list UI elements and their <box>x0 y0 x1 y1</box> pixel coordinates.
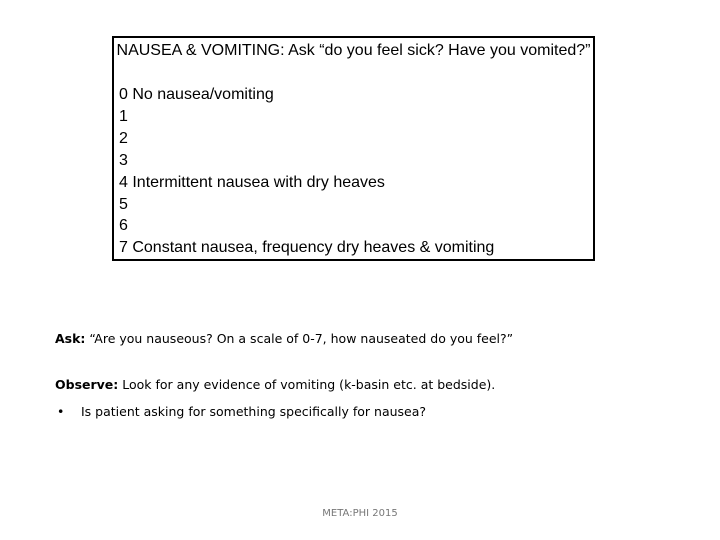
scale-item-5: 5 <box>119 195 128 213</box>
observe-label: Observe: <box>55 377 119 392</box>
ask-label: Ask: <box>55 331 86 346</box>
scale-item-2: 2 <box>119 129 128 147</box>
bullet-text: Is patient asking for something specifically for nausea? <box>81 404 427 419</box>
ask-instruction <box>55 331 513 347</box>
scale-item-4: 4 Intermittent nausea with dry heaves <box>119 173 385 191</box>
scale-item-3: 3 <box>119 151 128 169</box>
scale-title: NAUSEA & VOMITING: Ask “do you feel sick? Have you vomited?” <box>116 42 591 59</box>
nausea-vomiting-scale-box <box>112 36 595 261</box>
scale-item-7: 7 Constant nausea, frequency dry heaves & vomiting <box>119 239 495 257</box>
scale-item-0: 0 No nausea/vomiting <box>119 86 274 103</box>
bullet-item <box>57 404 426 420</box>
footer-credit: META:PHI 2015 <box>322 508 398 519</box>
bullet-icon: • <box>57 404 65 419</box>
scale-list <box>119 84 494 259</box>
scale-item-6: 6 <box>119 217 128 235</box>
observe-text: Look for any evidence of vomiting (k-basin etc. at bedside). <box>118 377 496 392</box>
ask-text: “Are you nauseous? On a scale of 0-7, how nauseated do you feel?” <box>85 331 514 346</box>
scale-item-1: 1 <box>119 107 128 125</box>
observe-instruction <box>55 377 495 393</box>
